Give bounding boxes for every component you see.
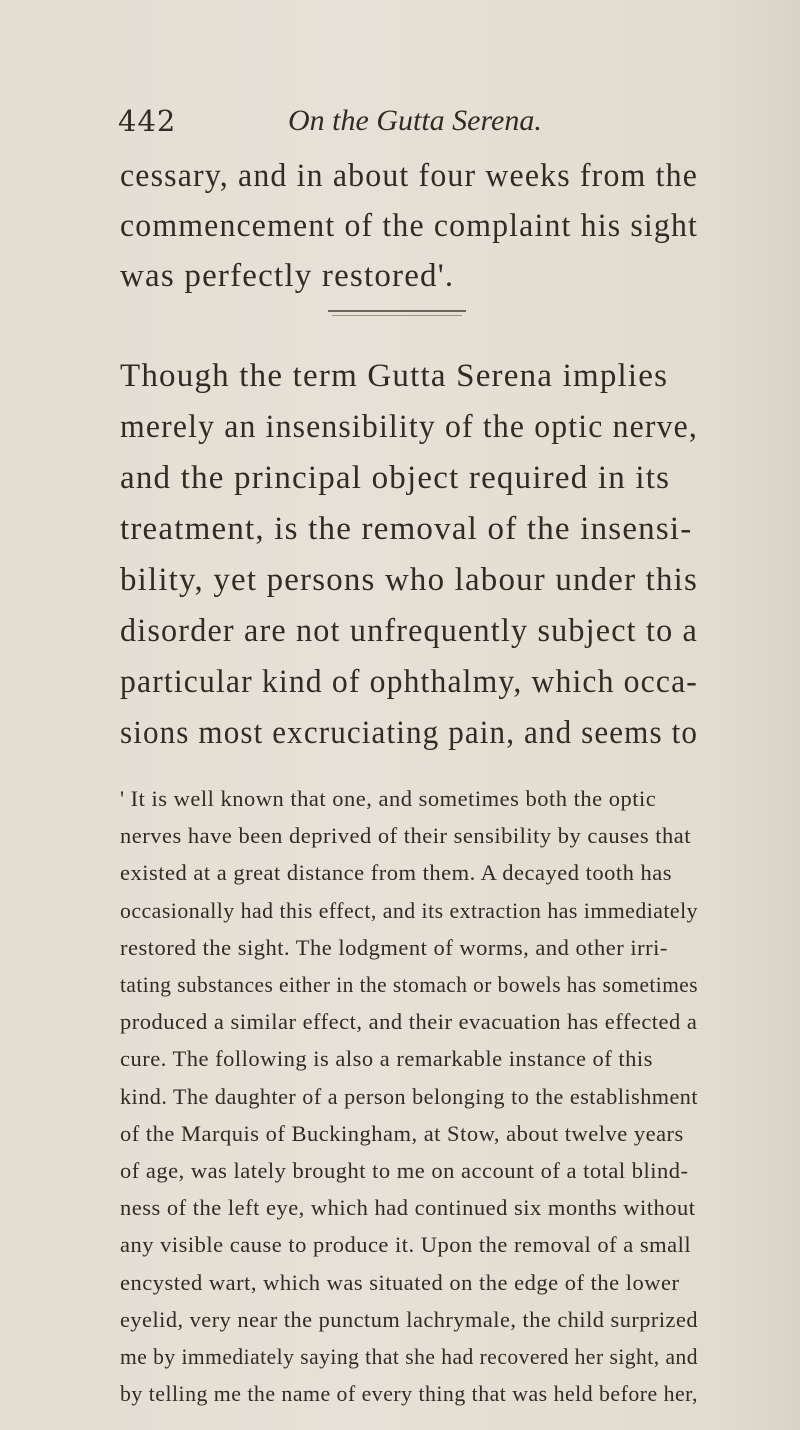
- footnote-line: restored the sight. The lodgment of worms, and other irri-: [120, 934, 668, 960]
- footnote-line: of the Marquis of Buckingham, at Stow, about twelve years: [120, 1120, 684, 1146]
- text-line: commencement of the complaint his sight: [120, 208, 699, 244]
- footnote-line: tating substances either in the stomach or bowels has sometimes: [120, 972, 699, 997]
- section-divider: [328, 310, 466, 312]
- text-line: merely an insensibility of the optic nerve,: [120, 409, 699, 445]
- footnote-line: eyelid, very near the punctum lachrymale, the child surprized: [120, 1306, 699, 1332]
- footnote-line: produced a similar effect, and their evacuation has effected a: [120, 1009, 698, 1035]
- page-header: [118, 104, 718, 144]
- footnote-line: any visible cause to produce it. Upon the removal of a small: [120, 1232, 692, 1258]
- footnote-line: ' It is well known that one, and sometimes both the optic: [120, 786, 657, 811]
- running-title: On the Gutta Serena.: [288, 104, 542, 137]
- footnote-line: cure. The following is also a remarkable instance of this: [120, 1046, 653, 1072]
- text-line: bility, yet persons who labour under this: [120, 562, 699, 598]
- footnote-line: existed at a great distance from them. A decayed tooth has: [120, 860, 672, 886]
- text-line: treatment, is the removal of the insensi-: [120, 511, 693, 547]
- text-line: was perfectly restored'.: [120, 258, 455, 294]
- text-line: cessary, and in about four weeks from the: [120, 158, 699, 194]
- footnote-line: occasionally had this effect, and its extraction has immediately: [120, 897, 698, 923]
- footnote-line: me by immediately saying that she had recovered her sight, and: [120, 1344, 698, 1369]
- footnote-line: nerves have been deprived of their sensibility by causes that: [120, 823, 691, 849]
- text-line: particular kind of ophthalmy, which occa-: [120, 664, 698, 700]
- footnote-line: ness of the left eye, which had continued six months without: [120, 1195, 696, 1221]
- text-line: disorder are not unfrequently subject to a: [120, 613, 699, 649]
- footnote-line: encysted wart, which was situated on the edge of the lower: [120, 1269, 680, 1295]
- text-line: sions most excruciating pain, and seems to: [120, 715, 699, 751]
- page-number: 442: [118, 104, 177, 138]
- footnote-line: kind. The daughter of a person belonging to the establishment: [120, 1083, 699, 1109]
- footnote-line: of age, was lately brought to me on account of a total blind-: [120, 1158, 689, 1183]
- footnote-line: by telling me the name of every thing that was held before her,: [120, 1381, 698, 1407]
- text-line: and the principal object required in its: [120, 460, 671, 496]
- text-line: Though the term Gutta Serena implies: [120, 358, 669, 394]
